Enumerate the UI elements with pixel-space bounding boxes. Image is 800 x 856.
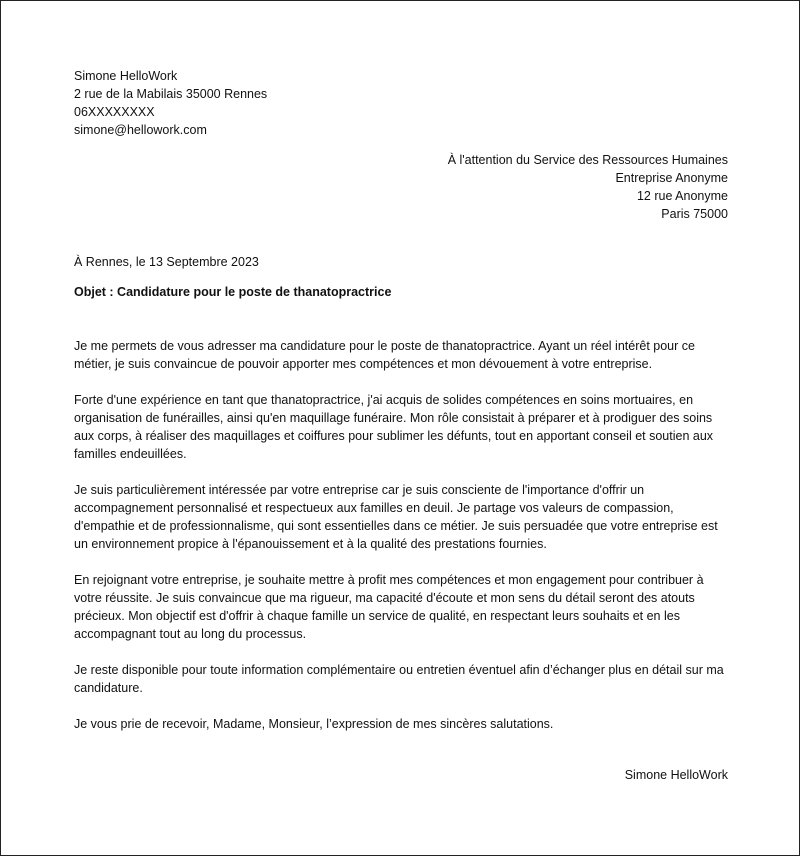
- recipient-street: 12 rue Anonyme: [636, 189, 728, 203]
- sender-phone: 06XXXXXXXX: [74, 105, 155, 119]
- date-line: À Rennes, le 13 Septembre 2023: [74, 255, 259, 269]
- recipient-attention: À l'attention du Service des Ressources Humaines: [447, 153, 728, 167]
- sender-block: [74, 67, 728, 139]
- sender-address: 2 rue de la Mabilais 35000 Rennes: [74, 87, 268, 101]
- sender-name: Simone HelloWork: [74, 69, 178, 83]
- subject-line: Objet : Candidature pour le poste de thanatopractrice: [74, 285, 392, 299]
- recipient-block: [74, 151, 728, 223]
- body-paragraph: Je reste disponible pour toute information complémentaire ou entretien éventuel afin d’échanger plus en détail sur ma candidature.: [74, 663, 724, 695]
- sender-email: simone@hellowork.com: [74, 123, 207, 137]
- closing-paragraph: Je vous prie de recevoir, Madame, Monsieur, l’expression de mes sincères salutations.: [74, 717, 554, 731]
- letter-body: [74, 337, 728, 733]
- body-paragraph: En rejoignant votre entreprise, je souhaite mettre à profit mes compétences et mon engagement pour contribuer à votre réussite. Je suis convaincue que ma rigueur, ma capacité d'écoute et mon sens du détail seront des atouts précieux. Mon objectif est d'offrir à chaque famille un service de qualité, en respectant leurs souhaits et en les accompagnant tout au long du processus.: [74, 573, 704, 641]
- recipient-company: Entreprise Anonyme: [615, 171, 728, 185]
- signature: Simone HelloWork: [624, 768, 728, 782]
- body-paragraph: Je suis particulièrement intéressée par votre entreprise car je suis consciente de l'importance d'offrir un accompagnement personnalisé et respectueux aux familles en deuil. Je partage vos valeurs de compassion, d'empathie et de professionnalisme, qui sont essentielles dans ce métier. Je suis persuadée que votre entreprise est un environnement propice à l'épanouissement et à la qualité des prestations fournies.: [74, 483, 718, 551]
- body-paragraph: Forte d'une expérience en tant que thanatopractrice, j'ai acquis de solides compétences en soins mortuaires, en organisation de funérailles, ainsi qu'en maquillage funéraire. Mon rôle consistait à préparer et à prodiguer des soins aux corps, à réaliser des maquillages et coiffures pour sublimer les défunts, tout en apportant conseil et soutien aux familles endeuillées.: [74, 393, 714, 461]
- letter-content: [74, 67, 728, 784]
- body-paragraph: Je me permets de vous adresser ma candidature pour le poste de thanatopractrice. Ayant un réel intérêt pour ce métier, je suis convaincue de pouvoir apporter mes compétences et mon dévouement à votre entreprise.: [74, 339, 695, 371]
- recipient-city: Paris 75000: [661, 207, 728, 221]
